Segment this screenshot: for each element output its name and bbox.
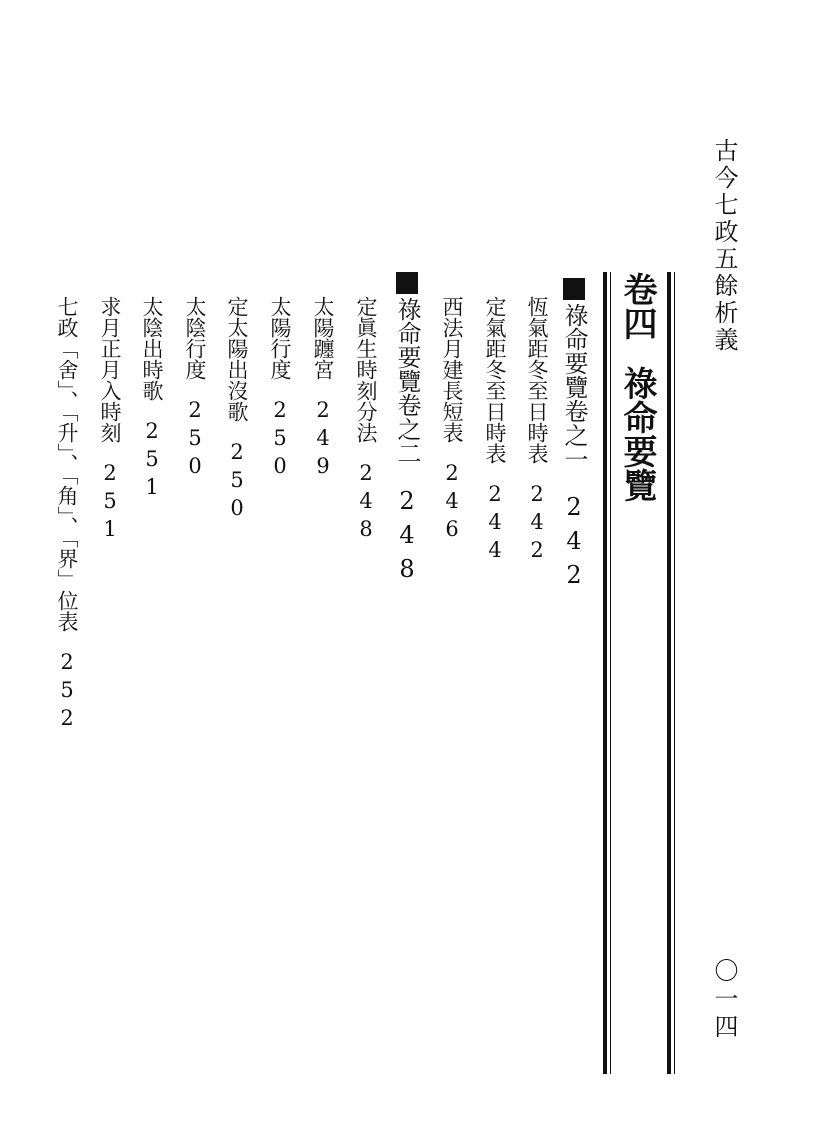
toc-entry — [526, 296, 547, 566]
toc-section-1 — [562, 278, 586, 595]
toc-entry-title: 定太陽出沒歌 — [225, 296, 249, 422]
rule-outer-thick — [667, 272, 671, 1074]
rule-inner-thin — [610, 272, 611, 1074]
toc-entry-title: 七政「舍」、「升」、「角」、「界」位表 — [55, 296, 79, 632]
toc-entry — [269, 296, 290, 482]
chapter-title: 祿命要覽 — [617, 366, 657, 502]
toc-entry-page: 250 — [225, 440, 249, 524]
toc-entry — [355, 296, 376, 545]
toc-entry-title: 太陽躔宮 — [311, 296, 335, 380]
toc-entry-page: 248 — [354, 461, 378, 545]
toc-entry — [56, 296, 77, 734]
toc-entry-page: 244 — [483, 482, 507, 566]
toc-section-title: 祿命要覽卷之二 — [393, 297, 421, 465]
toc-entry-title: 西法月建長短表 — [440, 296, 464, 443]
square-bullet-icon — [563, 278, 585, 300]
toc-entry-page: 251 — [140, 419, 164, 503]
toc-entry-page: 250 — [268, 398, 292, 482]
book-title: 古今七政五餘析義 — [710, 138, 738, 354]
toc-entry-title: 太陰出時歌 — [140, 296, 164, 401]
toc-entry — [484, 296, 505, 566]
page-number: 〇一四 — [710, 958, 738, 1042]
toc-entry-page: 242 — [525, 482, 549, 566]
rule-outer-thin — [674, 272, 675, 1074]
toc-section-page: 242 — [560, 493, 588, 595]
toc-section-2 — [395, 272, 419, 589]
toc-entry — [141, 296, 162, 503]
toc-entry-title: 太陽行度 — [268, 296, 292, 380]
toc-entry-page: 249 — [311, 398, 335, 482]
toc-entry-page: 250 — [183, 398, 207, 482]
toc-entry — [99, 296, 120, 545]
toc-entry-page: 252 — [55, 650, 79, 734]
square-bullet-icon — [396, 272, 418, 294]
toc-entry-title: 定眞生時刻分法 — [354, 296, 378, 443]
toc-section-title: 祿命要覽卷之一 — [560, 303, 588, 471]
toc-entry-title: 定氣距冬至日時表 — [483, 296, 507, 464]
rule-inner-thick — [603, 272, 607, 1074]
toc-entry-page: 246 — [440, 461, 464, 545]
toc-entry — [441, 296, 462, 545]
toc-entry-title: 恆氣距冬至日時表 — [525, 296, 549, 464]
chapter-volume: 卷四 — [617, 272, 657, 340]
toc-entry-page: 251 — [98, 461, 122, 545]
toc-entry-title: 太陰行度 — [183, 296, 207, 380]
toc-entry — [184, 296, 205, 482]
toc-entry-title: 求月正月入時刻 — [98, 296, 122, 443]
toc-entry — [312, 296, 333, 482]
toc-entry — [226, 296, 247, 524]
toc-section-page: 248 — [393, 487, 421, 589]
chapter-heading — [617, 272, 657, 502]
